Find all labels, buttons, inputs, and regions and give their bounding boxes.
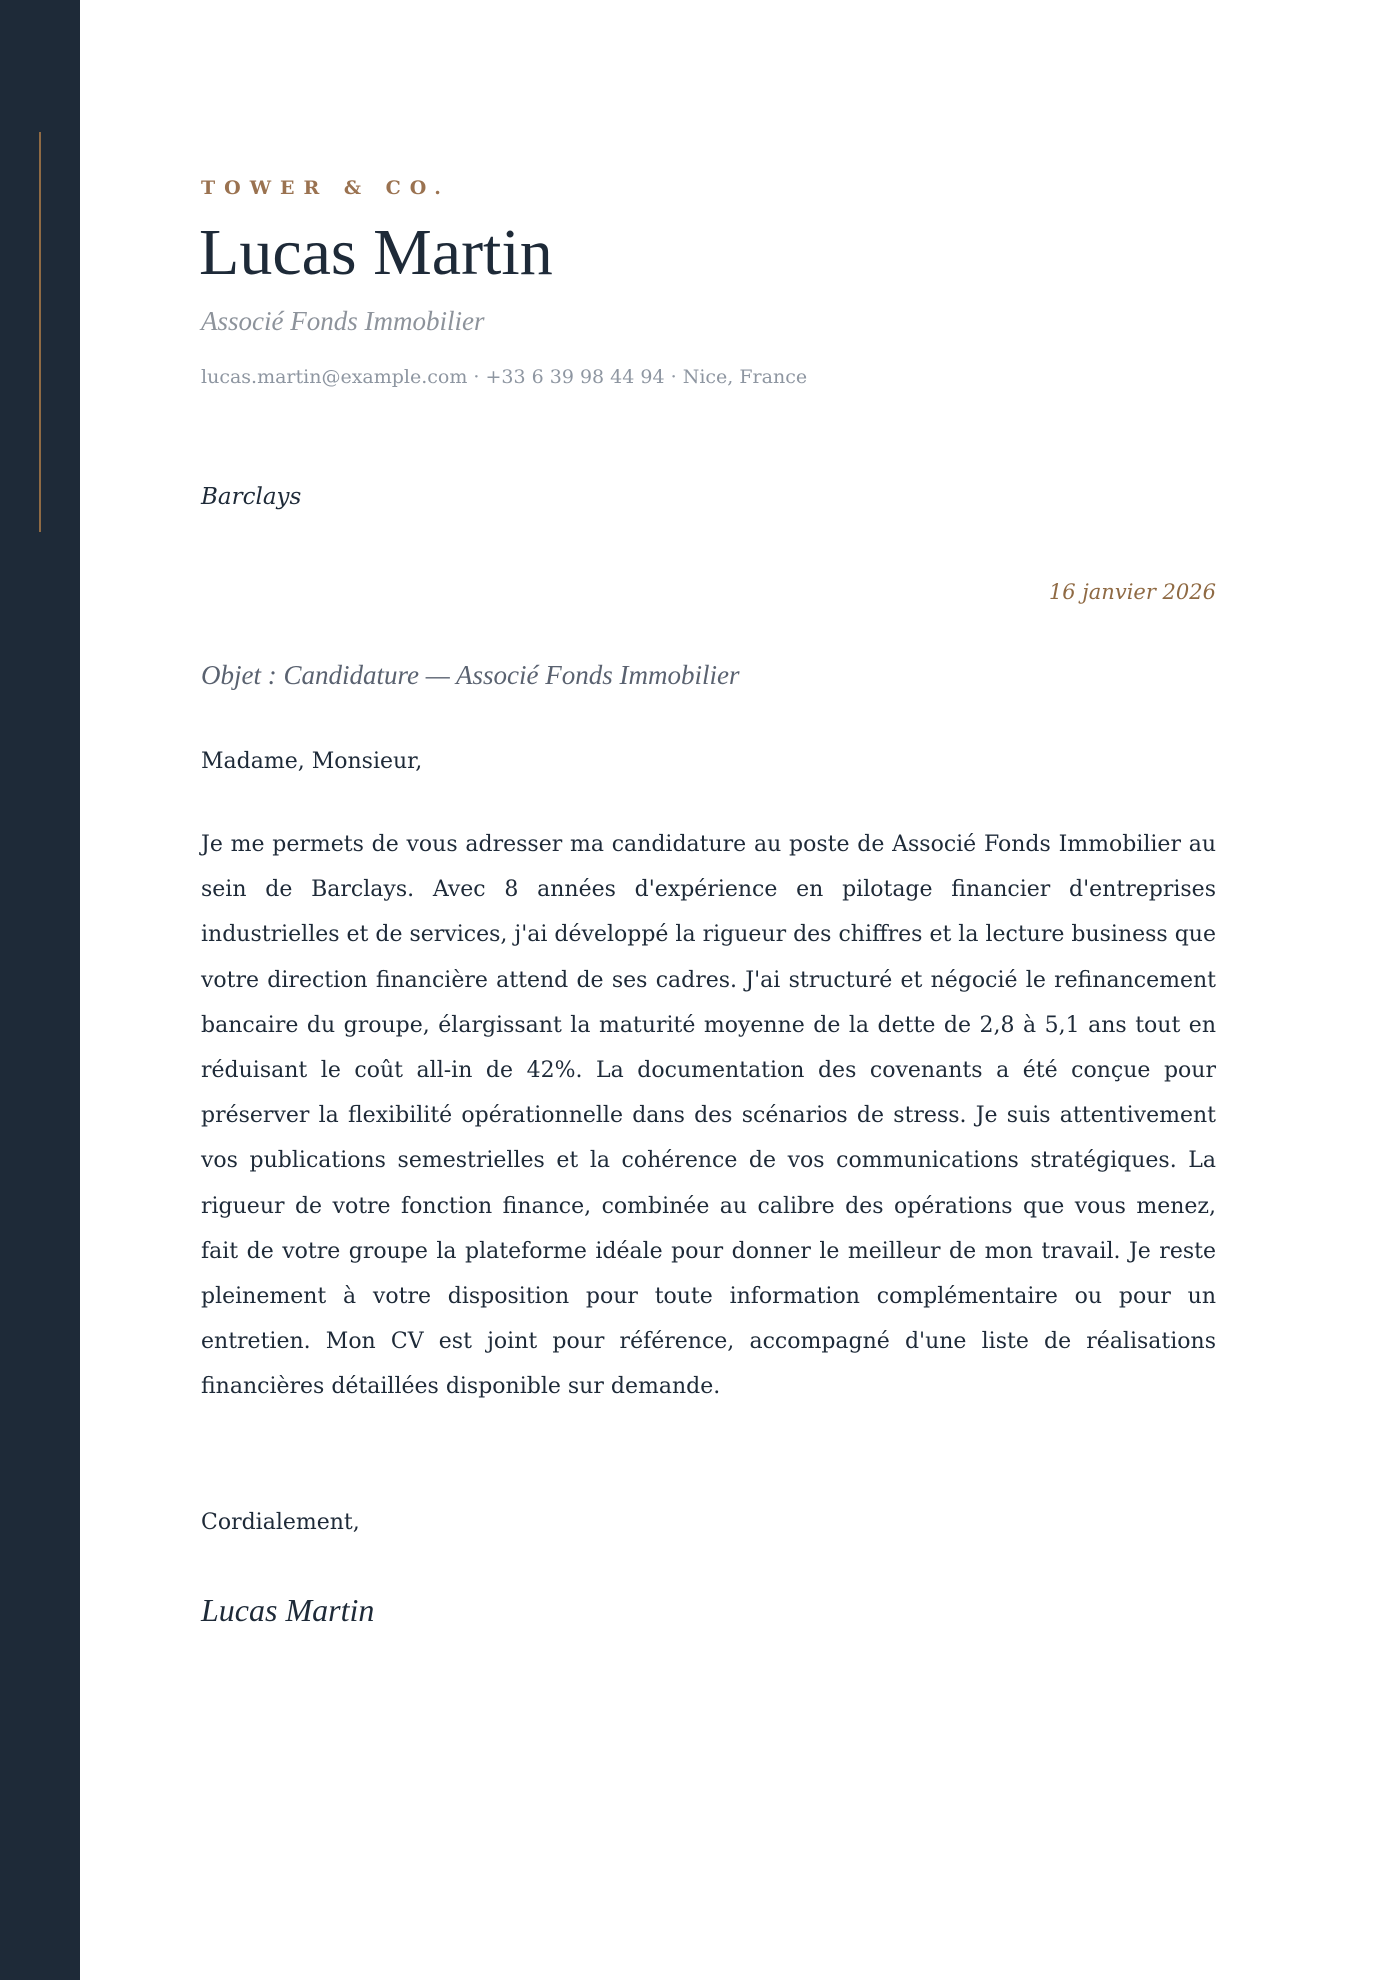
recipient: Barclays: [201, 484, 302, 510]
letter-body: Je me permets de vous adresser ma candidature au poste de Associé Fonds Immobilier au sein de Barclays. Avec 8 années d'expérience en pilotage financier d'entreprises industrielles et de services, j'ai développé la rigueur des chiffres et la lecture business que votre direction financière attend de ses cadres. J'ai structuré et négocié le refinancement bancaire du groupe, élargissant la maturité moyenne de la dette de 2,8 à 5,1 ans tout en réduisant le coût all-in de 42%. La documentation des covenants a été conçue pour préserver la flexibilité opérationnelle dans des scénarios de stress. Je suis attentivement vos publications semestrielles et la cohérence de vos communications stratégiques. La rigueur de votre fonction finance, combinée au calibre des opérations que vous menez, fait de votre groupe la plateforme idéale pour donner le meilleur de mon travail. Je reste pleinement à votre disposition pour toute information complémentaire ou pour un entretien. Mon CV est joint pour référence, accompagné d'une liste de réalisations financières détaillées disponible sur demande.: [201, 832, 1216, 1400]
letter-date: 16 janvier 2026: [1048, 580, 1216, 604]
sender-name: Lucas Martin: [199, 216, 553, 289]
sender-role: Associé Fonds Immobilier: [201, 306, 485, 336]
sidebar-accent-rule: [39, 132, 41, 532]
salutation: Madame, Monsieur,: [201, 749, 423, 774]
sender-contact: lucas.martin@example.com · +33 6 39 98 44 94 · Nice, France: [201, 366, 808, 388]
signature: Lucas Martin: [201, 1592, 375, 1628]
sidebar-band: [0, 0, 80, 1980]
letter-subject: Objet : Candidature — Associé Fonds Immobilier: [201, 660, 740, 690]
closing: Cordialement,: [201, 1510, 360, 1535]
firm-name: TOWER & CO.: [201, 177, 450, 199]
